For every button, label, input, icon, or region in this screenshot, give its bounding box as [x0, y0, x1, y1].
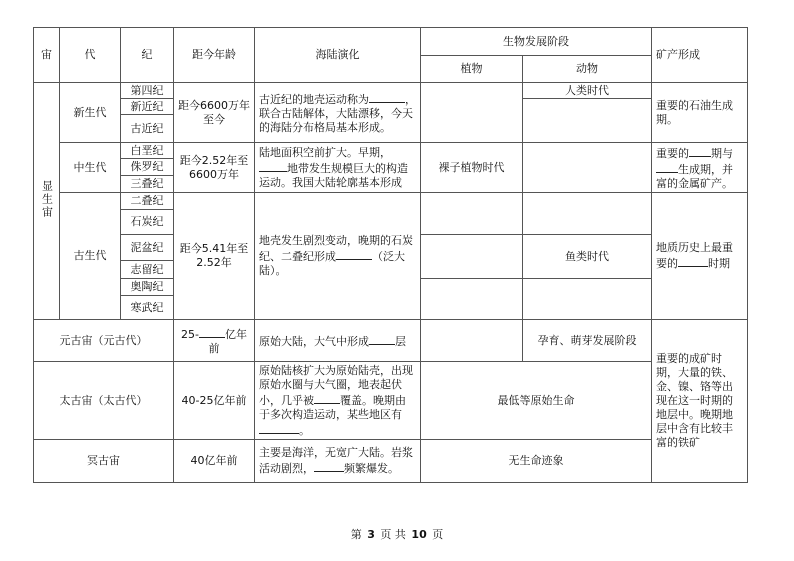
era-cenozoic: 新生代 — [60, 83, 121, 143]
sea-land-proterozoic: 原始大陆，大气中形成 层 — [255, 320, 421, 362]
header-animal: 动物 — [523, 56, 652, 83]
animal-cenozoic-blank — [523, 99, 652, 143]
header-bio-stage: 生物发展阶段 — [421, 28, 652, 56]
era-mesozoic: 中生代 — [60, 143, 121, 193]
sea-land-cenozoic: 古近纪的地壳运动称为 ，联合古陆解体，大陆漂移，今天的海陆分布格局基本形成。 — [255, 83, 421, 143]
period-carboniferous: 石炭纪 — [121, 210, 174, 235]
era-paleozoic: 古生代 — [60, 193, 121, 320]
blank-fill[interactable] — [689, 145, 711, 157]
blank-fill[interactable] — [336, 248, 372, 260]
mineral-paleozoic: 地质历史上最重要的 时期 — [652, 193, 748, 320]
animal-mesozoic-blank — [523, 143, 652, 193]
blank-fill[interactable] — [369, 91, 405, 103]
animal-paleozoic-upper-blank — [523, 193, 652, 235]
period-paleogene: 古近纪 — [121, 115, 174, 143]
header-eon: 宙 — [34, 28, 60, 83]
plant-gymnosperm-era: 裸子植物时代 — [421, 143, 523, 193]
bio-archean: 最低等原始生命 — [421, 362, 652, 440]
eon-proterozoic: 元古宙（元古代） — [34, 320, 174, 362]
period-quaternary: 第四纪 — [121, 83, 174, 99]
page-total: 10 — [411, 528, 427, 541]
period-ordovician: 奥陶纪 — [121, 279, 174, 296]
eon-hadean: 冥古宙 — [34, 440, 174, 483]
age-cenozoic: 距今6600万年至今 — [174, 83, 255, 143]
period-permian: 二叠纪 — [121, 193, 174, 210]
animal-paleozoic-lower-blank — [523, 279, 652, 320]
geologic-time-table — [33, 27, 748, 483]
age-hadean: 40亿年前 — [174, 440, 255, 483]
header-sea-land: 海陆演化 — [255, 28, 421, 83]
page-footer: 第 3 页 共 10 页 — [350, 528, 444, 541]
page-number: 3 — [367, 528, 375, 541]
plant-proterozoic-blank — [421, 320, 523, 362]
blank-fill[interactable] — [259, 422, 299, 434]
age-proterozoic: 25- 亿年前 — [174, 320, 255, 362]
plant-paleozoic-upper-blank — [421, 193, 523, 235]
sea-land-archean: 原始陆核扩大为原始陆壳，出现原始水圈与大气圈，地表起伏小，几乎被 覆盖。晚期由于多次构造运动，某些地区有。 — [255, 362, 421, 440]
period-neogene: 新近纪 — [121, 99, 174, 115]
header-mineral: 矿产形成 — [652, 28, 748, 83]
bio-hadean: 无生命迹象 — [421, 440, 652, 483]
age-paleozoic: 距今5.41年至2.52年 — [174, 193, 255, 320]
period-silurian: 志留纪 — [121, 261, 174, 279]
blank-fill[interactable] — [678, 255, 708, 267]
sea-land-hadean: 主要是海洋，无宽广大陆。岩浆活动剧烈， 频繁爆发。 — [255, 440, 421, 483]
blank-fill[interactable] — [259, 160, 287, 172]
blank-fill[interactable] — [314, 392, 340, 404]
header-period: 纪 — [121, 28, 174, 83]
eon-phanerozoic-label: 显生宙 — [40, 179, 54, 219]
header-era: 代 — [60, 28, 121, 83]
sea-land-paleozoic: 地壳发生剧烈变动，晚期的石炭纪、二叠纪形成 （泛大陆）。 — [255, 193, 421, 320]
plant-paleozoic-middle-blank — [421, 235, 523, 279]
age-archean: 40-25亿年前 — [174, 362, 255, 440]
plant-paleozoic-lower-blank — [421, 279, 523, 320]
period-cambrian: 寒武纪 — [121, 296, 174, 320]
header-plant: 植物 — [421, 56, 523, 83]
blank-fill[interactable] — [314, 460, 344, 472]
blank-fill[interactable] — [199, 326, 225, 338]
eon-archean: 太古宙（太古代） — [34, 362, 174, 440]
mineral-precambrian: 重要的成矿时期，大量的铁、金、镍、铬等出现在这一时期的地层中。晚期地层中含有比较丰富的铁矿 — [652, 320, 748, 483]
eon-phanerozoic — [34, 83, 60, 320]
mineral-cenozoic: 重要的石油生成期。 — [652, 83, 748, 143]
period-cretaceous: 白垩纪 — [121, 143, 174, 159]
animal-human-era: 人类时代 — [523, 83, 652, 99]
mineral-mesozoic: 重要的 期与生成期，并富的金属矿产。 — [652, 143, 748, 193]
period-jurassic: 侏罗纪 — [121, 159, 174, 176]
blank-fill[interactable] — [369, 333, 395, 345]
period-devonian: 泥盆纪 — [121, 235, 174, 261]
blank-fill[interactable] — [656, 161, 678, 173]
plant-cenozoic — [421, 83, 523, 143]
header-age: 距今年龄 — [174, 28, 255, 83]
sea-land-mesozoic: 陆地面积空前扩大。早期，地带发生规模巨大的构造运动。我国大陆轮廓基本形成 — [255, 143, 421, 193]
animal-proterozoic: 孕育、萌芽发展阶段 — [523, 320, 652, 362]
age-mesozoic: 距今2.52年至6600万年 — [174, 143, 255, 193]
period-triassic: 三叠纪 — [121, 176, 174, 193]
animal-fish-era: 鱼类时代 — [523, 235, 652, 279]
